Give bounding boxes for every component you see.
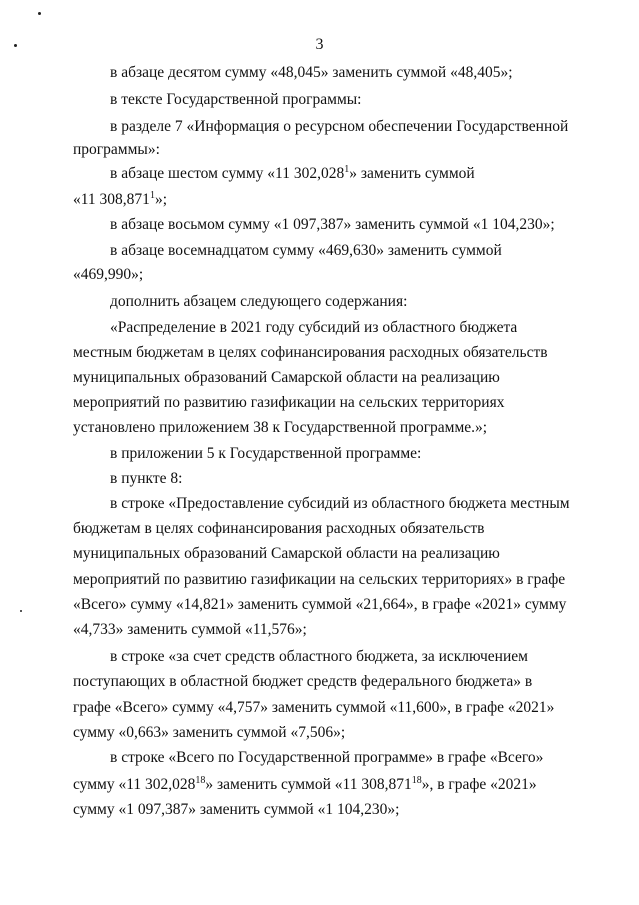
text-line: бюджетам в целях софинансирования расходных обязательств <box>73 520 485 537</box>
text-line: в тексте Государственной программы: <box>110 91 362 108</box>
text-line: «4,733» заменить суммой «11,576»; <box>73 621 307 638</box>
text-line: местным бюджетам в целях софинансирования расходных обязательств <box>73 344 548 361</box>
text-line: в строке «Всего по Государственной программе» в графе «Всего» <box>110 749 544 766</box>
text-line: «Всего» сумму «14,821» заменить суммой «21,664», в графе «2021» сумму <box>73 596 567 613</box>
text-line: в разделе 7 «Информация о ресурсном обеспечении Государственной <box>110 118 569 135</box>
text-line: в абзаце восьмом сумму «1 097,387» заменить суммой «1 104,230»; <box>110 216 555 233</box>
text-line: поступающих в областной бюджет средств федерального бюджета» в <box>73 673 533 690</box>
text-line: муниципальных образований Самарской области на реализацию <box>73 369 500 386</box>
text-line: в абзаце восемнадцатом сумму «469,630» заменить суммой <box>110 242 502 259</box>
text-line: установлено приложением 38 к Государственной программе.»; <box>73 419 488 436</box>
text-line: графе «Всего» сумму «4,757» заменить суммой «11,600», в графе «2021» <box>73 699 555 716</box>
text-line: в приложении 5 к Государственной программе: <box>110 445 422 462</box>
text-line: муниципальных образований Самарской области на реализацию <box>73 545 500 562</box>
text-line-superscript: сумму «11 302,028$^{18}$» заменить суммой «11 308,871$^{18}$», в графе «2021» <box>73 775 537 793</box>
text-line: в строке «Предоставление субсидий из областного бюджета местным <box>110 495 570 512</box>
text-line: в пункте 8: <box>110 470 183 487</box>
text-line: сумму «0,663» заменить суммой «7,506»; <box>73 724 346 741</box>
text-line: сумму «1 097,387» заменить суммой «1 104,230»; <box>73 801 400 818</box>
scan-speck <box>20 610 22 612</box>
text-line: мероприятий по развитию газификации на сельских территориях» в графе <box>73 571 566 588</box>
page-number: 3 <box>315 36 324 53</box>
text-line: мероприятий по развитию газификации на сельских территориях <box>73 394 505 411</box>
scan-speck <box>38 12 41 15</box>
text-line: «469,990»; <box>73 266 144 283</box>
text-line-superscript: в абзаце шестом сумму «11 302,028$^1$» заменить суммой <box>110 164 475 182</box>
text-line-superscript: «11 308,871$^1$»; <box>73 190 167 208</box>
text-line: в строке «за счет средств областного бюджета, за исключением <box>110 648 528 665</box>
text-line: дополнить абзацем следующего содержания: <box>110 293 408 310</box>
text-line: программы»: <box>73 141 160 158</box>
text-line: в абзаце десятом сумму «48,045» заменить суммой «48,405»; <box>110 64 513 81</box>
text-line: «Распределение в 2021 году субсидий из областного бюджета <box>110 319 518 336</box>
